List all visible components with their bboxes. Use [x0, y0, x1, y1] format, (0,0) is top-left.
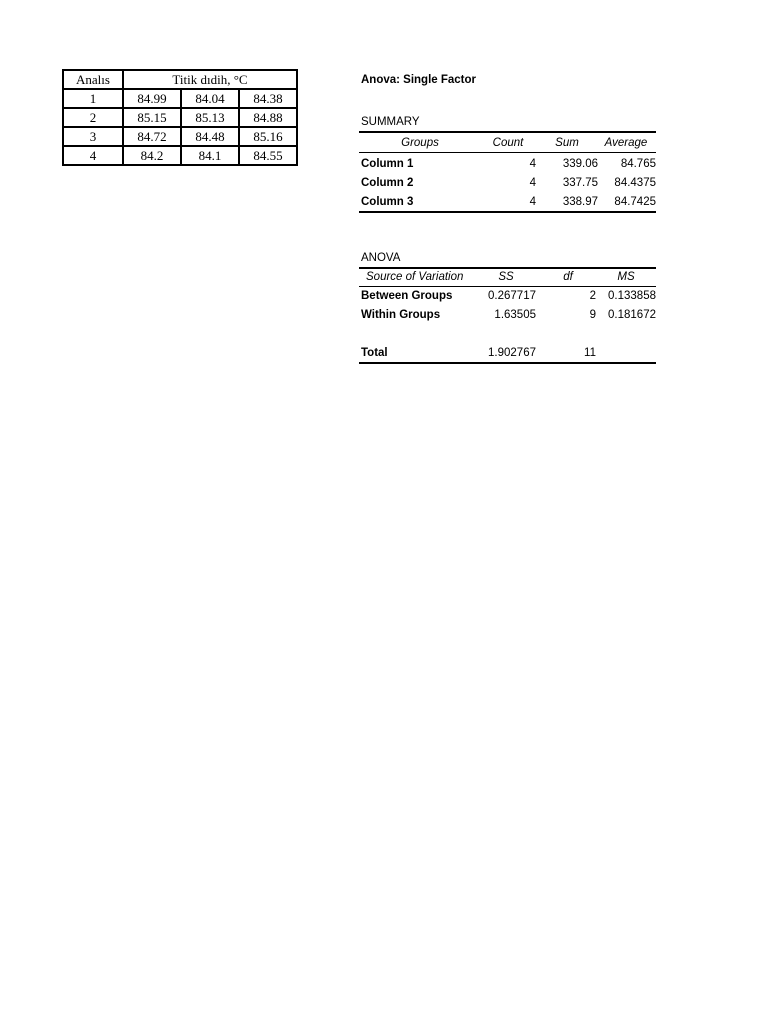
- cell-value: 85.15: [123, 108, 181, 127]
- boiling-point-table: [62, 69, 298, 166]
- cell-value: 84.2: [123, 146, 181, 165]
- summary-group-name: Column 3: [361, 196, 414, 208]
- summary-header-groups: Groups: [401, 137, 439, 149]
- anova-df: 9: [589, 309, 596, 321]
- anova-top-rule: [359, 267, 656, 269]
- summary-header-sum: Sum: [555, 137, 579, 149]
- summary-average: 84.765: [620, 158, 656, 170]
- row-number: 3: [63, 127, 123, 146]
- summary-count: 4: [529, 158, 536, 170]
- summary-sum: 339.06: [562, 158, 598, 170]
- header-analis: Analıs: [63, 70, 123, 89]
- anova-bottom-rule: [359, 362, 656, 364]
- cell-value: 84.88: [239, 108, 297, 127]
- summary-group-name: Column 2: [361, 177, 414, 189]
- anova-header-ms: MS: [617, 271, 635, 283]
- summary-group-name: Column 1: [361, 158, 414, 170]
- summary-sum: 337.75: [562, 177, 598, 189]
- row-number: 4: [63, 146, 123, 165]
- cell-value: 85.16: [239, 127, 297, 146]
- summary-sum: 338.97: [562, 196, 598, 208]
- summary-header-count: Count: [492, 137, 524, 149]
- anova-total-label: Total: [361, 347, 388, 359]
- row-number: 1: [63, 89, 123, 108]
- anova-header-rule: [359, 286, 656, 287]
- anova-total-ss: 1.902767: [488, 347, 536, 359]
- table-row: [63, 127, 297, 146]
- anova-ms: 0.133858: [608, 290, 656, 302]
- anova-source: Between Groups: [361, 290, 453, 302]
- summary-bottom-rule: [359, 211, 656, 213]
- cell-value: 84.48: [181, 127, 239, 146]
- table-row: [63, 146, 297, 165]
- summary-header-average: Average: [604, 137, 648, 149]
- cell-value: 84.38: [239, 89, 297, 108]
- anova-total-df: 11: [584, 347, 596, 359]
- summary-count: 4: [529, 196, 536, 208]
- anova-ss: 1.63505: [494, 309, 536, 321]
- cell-value: 84.1: [181, 146, 239, 165]
- anova-header-ss: SS: [498, 271, 514, 283]
- summary-top-rule: [359, 131, 656, 133]
- table-row: [63, 89, 297, 108]
- anova-title: Anova: Single Factor: [361, 74, 477, 86]
- table-row: [63, 108, 297, 127]
- cell-value: 84.72: [123, 127, 181, 146]
- anova-header-df: df: [563, 271, 573, 283]
- cell-value: 84.99: [123, 89, 181, 108]
- cell-value: 84.55: [239, 146, 297, 165]
- anova-source: Within Groups: [361, 309, 441, 321]
- row-number: 2: [63, 108, 123, 127]
- summary-count: 4: [529, 177, 536, 189]
- summary-average: 84.4375: [614, 177, 656, 189]
- anova-ss: 0.267717: [488, 290, 536, 302]
- anova-header-source: Source of Variation: [366, 271, 464, 283]
- header-titik-didih: Titik dıdih, °C: [123, 70, 297, 89]
- anova-label: ANOVA: [361, 252, 401, 264]
- table-header-row: [63, 70, 297, 89]
- summary-label: SUMMARY: [361, 116, 420, 128]
- summary-header-rule: [359, 152, 656, 153]
- cell-value: 85.13: [181, 108, 239, 127]
- anova-df: 2: [589, 290, 596, 302]
- cell-value: 84.04: [181, 89, 239, 108]
- anova-ms: 0.181672: [608, 309, 656, 321]
- summary-average: 84.7425: [614, 196, 656, 208]
